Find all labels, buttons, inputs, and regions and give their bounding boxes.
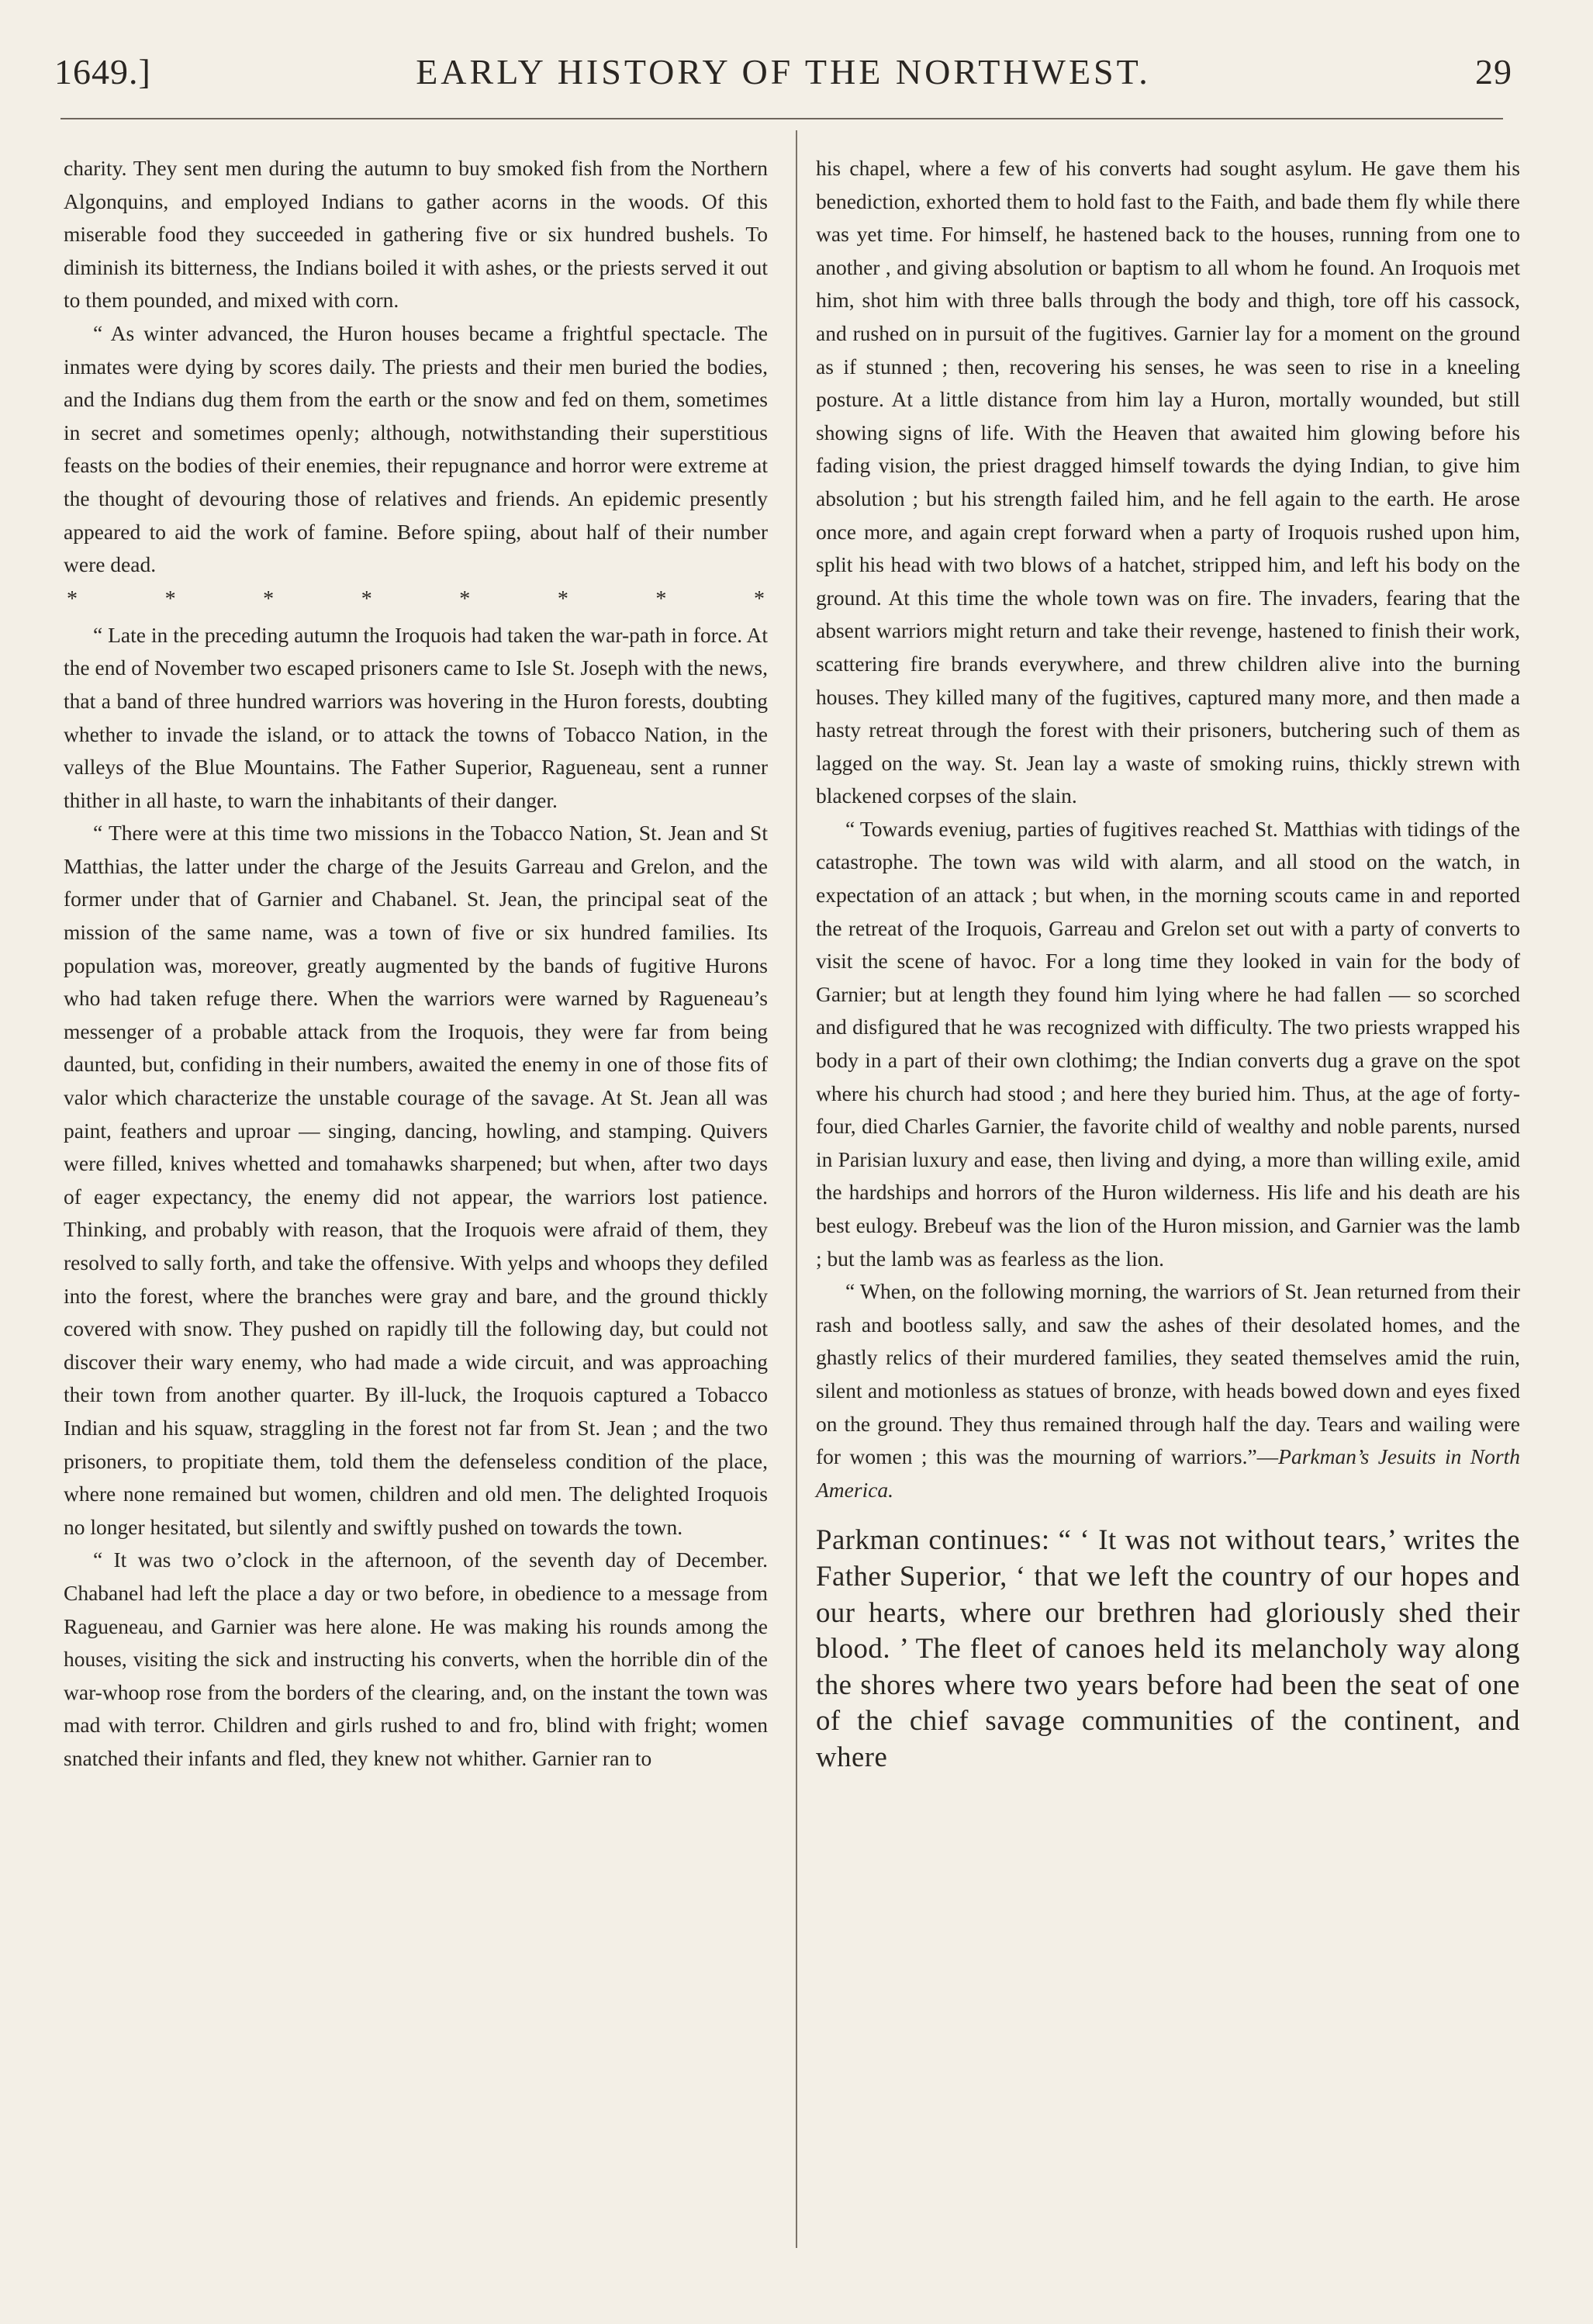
paragraph bbox=[816, 1275, 1520, 1506]
header-date: 1649.] bbox=[54, 52, 151, 92]
page-number: 29 bbox=[1475, 52, 1512, 92]
quote-text: “ When, on the following morning, the warriors of St. Jean returned from their rash and bootless sally, and saw the ashes of their desolated homes, and the ghastly relics of their murdered families, they seated themselves amid the ruin, silent and motionless as statues of bronze, with heads bowed down and eyes fixed on the ground. They thus remained through half the day. Tears and wailing were for women ; this was the mourning of warriors.”— bbox=[816, 1279, 1520, 1469]
star: * bbox=[164, 586, 176, 611]
paragraph: “ Towards eveniug, parties of fugitives reached St. Matthias with tidings of the catastrophe. The town was wild with alarm, and all stood on the watch, in expectation of an attack ; but when, in the morning scouts came in and reported the retreat of the Iroquois, Garreau and Grelon set out with a party of converts to visit the scene of havoc. For a long time they looked in vain for the body of Garnier; but at length they found him lying where he had fallen — so scorched and disfigured that he was recognized with difficulty. The two priests wrapped his body in a part of their own clothimg; the Indian converts dug a grave on the spot where his church had stood ; and here they buried him. Thus, at the age of forty-four, died Charles Garnier, the favorite child of wealthy and noble parents, nursed in Parisian luxury and ease, then living and dying, a more than willing exile, amid the hardships and horrors of the Huron wilderness. His life and his death are his best eulogy. Brebeuf was the lion of the Huron mission, and Garnier was the lamb ; but the lamb was as fearless as the lion. bbox=[816, 816, 1520, 1271]
star: * bbox=[263, 586, 275, 611]
star: * bbox=[67, 586, 78, 611]
header-rule bbox=[60, 118, 1503, 119]
star: * bbox=[753, 586, 765, 611]
running-title: EARLY HISTORY OF THE NORTHWEST. bbox=[416, 52, 1151, 92]
column-divider bbox=[796, 130, 797, 2248]
paragraph: “ Late in the preceding autumn the Iroquois had taken the war-path in force. At the end of November two escaped prisoners came to Isle St. Joseph with the news, that a band of three hundred warriors was hovering in the Huron forests, doubting whether to invade the island, or to attack the towns of Tobacco Nation, in the valleys of the Blue Mountains. The Father Superior, Ragueneau, sent a runner thither in all haste, to warn the inhabitants of their danger. bbox=[64, 622, 768, 812]
continuation-paragraph: Parkman continues: “ ‘ It was not without tears,’ writes the Father Superior, ‘ that we left the country of our hopes and our hearts, where our brethren had gloriously shed their blood. ’ The fleet of canoes held its melancholy way along the shores where two years before had been the seat of one of the chief savage communities of the continent, and where bbox=[816, 1523, 1520, 1772]
citation: Parkman’s Jesuits in North America. bbox=[816, 1444, 1520, 1502]
left-column bbox=[64, 152, 768, 1776]
paragraph: his chapel, where a few of his converts had sought asylum. He gave them his benediction, exhorted them to hold fast to the Faith, and bade them fly while there was yet time. For himself, he hastened back to the houses, running from one to another , and giving absolution or baptism to all whom he found. An Iroquois met him, shot him with three balls through the body and thigh, tore off his cassock, and rushed on in pursuit of the fugitives. Garnier lay for a moment on the ground as if stunned ; then, recovering his senses, he was seen to rise in a kneeling posture. At a little distance from him lay a Huron, mortally wounded, but still showing signs of life. With the Heaven that awaited him glowing before his fading vision, the priest dragged himself towards the dying Indian, to give him absolution ; but his strength failed him, and he fell again to the earth. He arose once more, and again crept forward when a party of Iroquois rushed upon him, split his head with two blows of a hatchet, stripped him, and left his body on the ground. At this time the whole town was on fire. The invaders, fearing that the absent warriors might return and take their revenge, hastened to finish their work, scattering fire brands everywhere, and threw children alive into the burning houses. They killed many of the fugitives, captured many more, and then made a hasty retreat through the forest with their prisoners, butchering such of them as lagged on the way. St. Jean lay a waste of smoking ruins, thickly strewn with blackened corpses of the slain. bbox=[816, 156, 1520, 808]
paragraph: “ There were at this time two missions in the Tobacco Nation, St. Jean and St Matthias, the latter under the charge of the Jesuits Garreau and Grelon, and the former under that of Garnier and Chabanel. St. Jean, the principal seat of the mission of the same name, was a town of five or six hundred families. Its population was, moreover, greatly augmented by the bands of fugitive Hurons who had taken refuge there. When the warriors were warned by Ragueneau’s messenger of a probable attack from the Iroquois, they were far from being daunted, but, confiding in their numbers, awaited the enemy in one of those fits of valor which characterize the unstable courage of the savage. At St. Jean all was paint, feathers and uproar — singing, dancing, howling, and stamping. Quivers were filled, knives whetted and tomahawks sharpened; but when, after two days of eager expectancy, the enemy did not appear, the warriors lost patience. Thinking, and probably with reason, that the Iroquois were afraid of them, they resolved to sally forth, and take the offensive. With yelps and whoops they defiled into the forest, where the branches were gray and bare, and the ground thickly covered with snow. They pushed on rapidly till the following day, but could not discover their wary enemy, who had made a wide circuit, and was approaching their town from another quarter. By ill-luck, the Iroquois captured a Tobacco Indian and his squaw, straggling in the forest not far from St. Jean ; and the two prisoners, to propitiate them, told them the defenseless condition of the place, where none remained but women, children and old men. The delighted Iroquois no longer hesitated, but silently and swiftly pushed on towards the town. bbox=[64, 821, 768, 1539]
section-break-stars bbox=[64, 583, 768, 616]
star: * bbox=[459, 586, 471, 611]
paragraph: “ It was two o’clock in the afternoon, of the seventh day of December. Chabanel had left the place a day or two before, in obedience to a message from Ragueneau, and Garnier was here alone. He was making his rounds among the houses, visiting the sick and instructing his converts, when the horrible din of the war-whoop rose from the borders of the clearing, and, on the instant the town was mad with terror. Children and girls rushed to and fro, blind with fright; women snatched their infants and fled, they knew not whither. Garnier ran to bbox=[64, 1548, 768, 1770]
star: * bbox=[655, 586, 667, 611]
paragraph: charity. They sent men during the autumn to buy smoked fish from the Northern Algonquins, and employed Indians to gather acorns in the woods. Of this miserable food they succeeded in gathering five or six hundred bushels. To diminish its bitterness, the Indians boiled it with ashes, or the priests served it out to them pounded, and mixed with corn. bbox=[64, 156, 768, 313]
page-header bbox=[54, 48, 1512, 95]
star: * bbox=[557, 586, 568, 611]
star: * bbox=[361, 586, 372, 611]
paragraph: “ As winter advanced, the Huron houses became a frightful spectacle. The inmates were dying by scores daily. The priests and their men buried the bodies, and the Indians dug them from the earth or the snow and fed on them, sometimes in secret and sometimes openly; although, notwithstanding their superstitious feasts on the bodies of their enemies, their repugnance and horror were extreme at the thought of devouring those of relatives and friends. An epidemic presently appeared to aid the work of famine. Before spiing, about half of their number were dead. bbox=[64, 320, 768, 577]
right-column bbox=[816, 152, 1520, 1776]
